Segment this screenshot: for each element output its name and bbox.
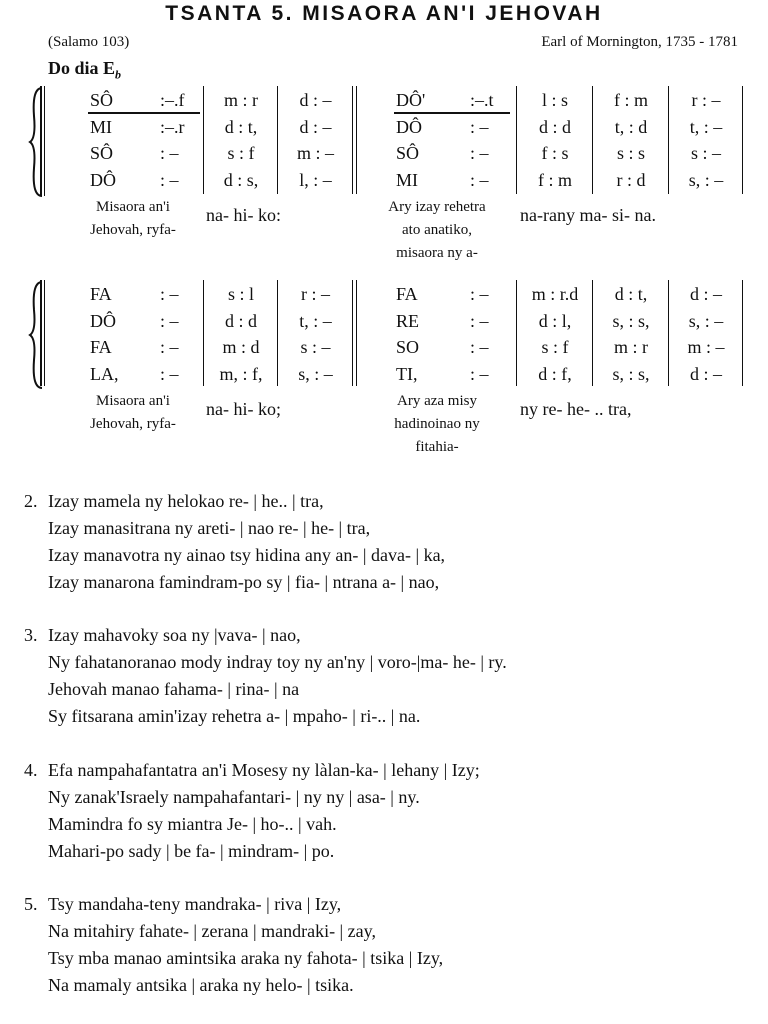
measure-notes: t, : – xyxy=(689,116,723,137)
verse-line xyxy=(24,676,507,703)
measure-notes: s : f xyxy=(541,337,569,357)
measure-notes: d : t, xyxy=(224,116,258,137)
verse-text: Ny fahatanoranao mody indray toy ny an'ny | voro-|ma- he- | ry. xyxy=(48,652,507,672)
lyric-block-line: fitahia- xyxy=(415,439,459,455)
verse-number: 5. xyxy=(24,894,38,914)
pickup-note: :–.f xyxy=(160,90,185,110)
lyric-syllables: na- hi- ko; xyxy=(206,399,281,419)
lyric-block-line: misaora ny a- xyxy=(396,245,478,261)
lyric-block-line: Ary izay rehetra xyxy=(388,199,486,215)
verse-line xyxy=(24,891,443,918)
verse-line xyxy=(24,542,445,569)
measure-notes: d : t, xyxy=(614,284,648,304)
verse-text: Na mamaly antsika | araka ny helo- | tsika. xyxy=(48,975,354,995)
voice-label: SÔ xyxy=(90,90,114,110)
pickup-note: : – xyxy=(160,284,179,304)
verse-line xyxy=(24,757,480,784)
lyric-block-line: ato anatiko, xyxy=(402,222,472,238)
voice-label: LA, xyxy=(90,363,119,384)
verse-line xyxy=(24,649,507,676)
verse-text: Mamindra fo sy miantra Je- | ho-.. | vah. xyxy=(48,814,337,834)
measure-notes: s, : s, xyxy=(612,363,650,384)
pickup-note: : – xyxy=(160,143,179,163)
measure-notes: t, : d xyxy=(614,116,648,137)
pickup-note: : – xyxy=(160,169,179,190)
pickup-note: : – xyxy=(470,169,489,190)
lyric-syllables: na- hi- ko: xyxy=(206,205,281,225)
verse-number: 4. xyxy=(24,760,38,780)
voice-label: DÔ xyxy=(396,116,422,137)
verse-number: 2. xyxy=(24,491,38,511)
voice-label: SÔ xyxy=(90,143,114,163)
verse-line xyxy=(24,784,480,811)
measure-notes: m, : f, xyxy=(219,363,263,384)
pickup-note: : – xyxy=(160,337,179,357)
verse-text: Na mitahiry fahate- | zerana | mandraki- | zay, xyxy=(48,921,376,941)
measure-notes: s, : s, xyxy=(612,310,650,331)
measure-notes: s : – xyxy=(690,143,721,163)
measure-notes: s : – xyxy=(300,337,331,357)
system-start-bar-thin xyxy=(44,86,45,196)
pickup-note: :–.t xyxy=(470,90,494,110)
composer-credit: Earl of Mornington, 1735 - 1781 xyxy=(541,34,738,50)
lyric-block-line: Jehovah, ryfa- xyxy=(90,222,176,238)
verse-text: Izay mahavoky soa ny |vava- | nao, xyxy=(48,625,301,645)
pickup-note: : – xyxy=(470,116,489,137)
voice-label: FA xyxy=(90,284,112,304)
verse-text: Efa nampahafantatra an'i Mosesy ny làlan-ka- | lehany | Izy; xyxy=(48,760,480,780)
measure-notes: m : r xyxy=(224,90,258,110)
voice-label: FA xyxy=(90,337,112,357)
verse-line xyxy=(24,811,480,838)
lyric-block-line: Ary aza misy xyxy=(397,393,477,409)
verse-line xyxy=(24,703,507,730)
lyric-block-line: Misaora an'i xyxy=(96,199,170,215)
measure-notes: d : – xyxy=(299,116,332,137)
voice-label: DÔ xyxy=(90,169,116,190)
voice-label: DÔ' xyxy=(396,90,426,110)
measure-notes: l : s xyxy=(541,90,568,110)
pickup-note: : – xyxy=(160,310,179,331)
measure-notes: s : l xyxy=(227,284,254,304)
double-barline xyxy=(356,280,357,386)
verse-text: Izay manarona famindram-po sy | fia- | ntrana a- | nao, xyxy=(48,572,440,592)
verse-text: Mahari-po sady | be fa- | mindram- | po. xyxy=(48,841,335,861)
system-start-bar xyxy=(40,86,42,196)
measure-notes: d : s, xyxy=(223,169,259,190)
voice-label: TI, xyxy=(396,363,418,384)
voice-label: DÔ xyxy=(90,310,116,331)
measure-notes: d : d xyxy=(224,310,257,331)
final-barline xyxy=(742,280,743,386)
measure-notes: m : – xyxy=(296,143,334,163)
verse-block xyxy=(24,757,480,865)
verse-number: 3. xyxy=(24,625,38,645)
pickup-note: : – xyxy=(160,363,179,384)
measure-notes: r : – xyxy=(301,284,330,304)
measure-notes: m : – xyxy=(687,337,725,357)
measure-notes: d : f, xyxy=(538,363,572,384)
verse-block xyxy=(24,488,445,596)
voice-label: MI xyxy=(396,169,418,190)
measure-notes: s, : – xyxy=(688,310,724,331)
pickup-note: :–.r xyxy=(160,116,185,137)
verse-line xyxy=(24,838,480,865)
system-start-bar xyxy=(40,280,42,386)
key-signature: Do dia $E_b$ xyxy=(48,58,122,82)
voice-label: RE xyxy=(396,310,420,331)
pickup-note: : – xyxy=(470,143,489,163)
measure-notes: m : r.d xyxy=(531,284,579,304)
measure-notes: l, : – xyxy=(299,169,332,190)
measure-notes: r : – xyxy=(691,90,721,110)
double-barline xyxy=(356,86,357,194)
voice-label: FA xyxy=(396,284,418,304)
measure-notes: f : m xyxy=(538,169,572,190)
verse-line xyxy=(24,515,445,542)
voice-label: SO xyxy=(396,337,420,357)
measure-notes: d : l, xyxy=(538,310,572,331)
voice-label: MI xyxy=(90,116,112,137)
measure-notes: s, : – xyxy=(298,363,333,384)
hymn-title: TSANTA 5. MISAORA AN'I JEHOVAH xyxy=(165,2,603,25)
measure-notes: d : – xyxy=(689,284,722,304)
pickup-note: : – xyxy=(470,284,489,304)
measure-notes: t, : – xyxy=(299,310,332,331)
measure-notes: f : m xyxy=(614,90,648,110)
verse-text: Jehovah manao fahama- | rina- | na xyxy=(48,679,300,699)
measure-notes: d : – xyxy=(689,363,722,384)
measure-notes: s : f xyxy=(227,143,255,163)
verse-line xyxy=(24,569,445,596)
system-start-bar-thin xyxy=(44,280,45,386)
lyric-block-line: Misaora an'i xyxy=(96,393,170,409)
voice-label: SÔ xyxy=(396,143,420,163)
verse-line xyxy=(24,622,507,649)
measure-notes: m : r xyxy=(614,337,648,357)
lyric-block-line: hadinoinao ny xyxy=(394,416,480,432)
double-barline xyxy=(352,280,353,386)
measure-notes: s, : – xyxy=(688,169,724,190)
verse-line xyxy=(24,918,443,945)
verse-text: Ny zanak'Israely nampahafantari- | ny ny | asa- | ny. xyxy=(48,787,420,807)
pickup-note: : – xyxy=(470,337,489,357)
verse-line xyxy=(24,972,443,999)
verse-line xyxy=(24,945,443,972)
measure-notes: f : s xyxy=(541,143,569,163)
verse-text: Tsy mandaha-teny mandraka- | riva | Izy, xyxy=(48,894,342,914)
measure-notes: r : d xyxy=(616,169,646,190)
lyric-block-line: Jehovah, ryfa- xyxy=(90,416,176,432)
pickup-note: : – xyxy=(470,363,489,384)
verse-text: Tsy mba manao amintsika araka ny fahota- | tsika | Izy, xyxy=(48,948,444,968)
verse-text: Izay manavotra ny ainao tsy hidina any an- | dava- | ka, xyxy=(48,545,446,565)
verse-block xyxy=(24,891,443,999)
measure-notes: d : d xyxy=(538,116,571,137)
verse-block xyxy=(24,622,507,730)
verse-text: Izay manasitrana ny areti- | nao re- | he- | tra, xyxy=(48,518,371,538)
verse-line xyxy=(24,488,445,515)
final-barline xyxy=(742,86,743,194)
lyric-syllables: ny re- he- .. tra, xyxy=(520,399,632,419)
psalm-reference: (Salamo 103) xyxy=(48,34,130,50)
pickup-note: : – xyxy=(470,310,489,331)
verse-text: Sy fitsarana amin'izay rehetra a- | mpaho- | ri-.. | na. xyxy=(48,706,421,726)
lyric-syllables: na-rany ma- si- na. xyxy=(520,205,656,225)
measure-notes: m : d xyxy=(222,337,260,357)
measure-notes: d : – xyxy=(299,90,332,110)
measure-notes: s : s xyxy=(616,143,645,163)
verse-text: Izay mamela ny helokao re- | he.. | tra, xyxy=(48,491,324,511)
double-barline xyxy=(352,86,353,194)
